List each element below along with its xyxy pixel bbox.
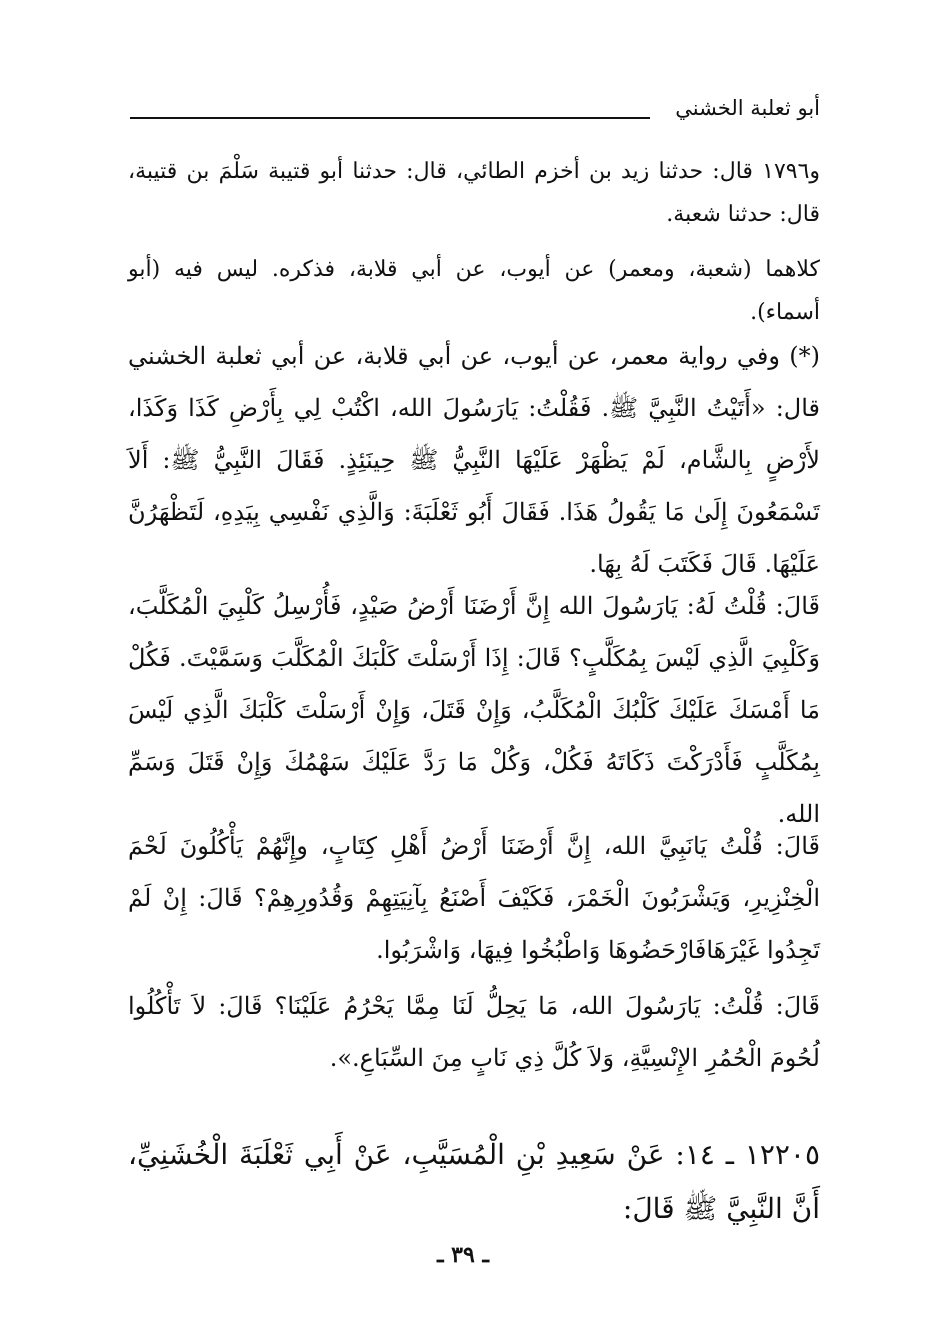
paragraph-note: كلاهما (شعبة، ومعمر) عن أيوب، عن أبي قلابة، فذكره. ليس فيه (أبو أسماء). <box>128 257 820 325</box>
running-header <box>130 92 820 132</box>
page-number: ـ ٣٩ ـ <box>437 1242 489 1268</box>
paragraph-hadith-2: قَالَ: قُلْتُ لَهُ: يَارَسُولَ الله إِنَّ أَرْضَنَا أَرْضُ صَيْدٍ، فَأُرْسِلُ كَلْبِيَ الْمُكَلَّبَ، وَكَلْبِيَ الَّذِي لَيْسَ بِمُكَلَّبٍ؟ قَالَ: إِذَا أَرْسَلْتَ كَلْبَكَ الْمُكَلَّبَ وَسَمَّيْتَ. فَكُلْ مَا أَمْسَكَ عَلَيْكَ كَلْبُكَ الْمُكَلَّبُ، وَإِنْ قَتَلَ، وَإِنْ أَرْسَلْتَ كَلْبَكَ الَّذِي لَيْسَ بِمُكَلَّبٍ فَأَدْرَكْتَ ذَكَاتَهُ فَكُلْ، وَكُلْ مَا رَدَّ عَلَيْكَ سَهْمُكَ وَإِنْ قَتَلَ وَسَمِّ الله. <box>128 592 821 828</box>
header-rule <box>130 117 650 119</box>
paragraph-hadith-heading: ١٢٢٠٥ ـ ١٤: عَنْ سَعِيدِ بْنِ الْمُسَيَّبِ، عَنْ أَبِي ثَعْلَبَةَ الْخُشَنِيِّ، أَنَّ النَّبِيَّ ﷺ قَالَ: <box>128 1138 820 1225</box>
header-title: أبو ثعلبة الخشني <box>675 96 820 120</box>
paragraph-hadith-3: قَالَ: قُلْتُ يَانَبِيَّ الله، إِنَّ أَرْضَنَا أَرْضُ أَهْلِ كِتَابٍ، وإِنَّهُمْ يَأْكُلُونَ لَحْمَ الْخِنْزِيرِ، وَيَشْرَبُونَ الْخَمْرَ، فَكَيْفَ أَصْنَعُ بِآنِيَتِهِمْ وَقُدُورِهِمْ؟ قَالَ: إِنْ لَمْ تَجِدُوا غَيْرَهَافَارْحَضُوهَا وَاطْبُخُوا فِيهَا، وَاشْرَبُوا. <box>128 832 820 964</box>
paragraph-isnad: و١٧٩٦ قال: حدثنا زيد بن أخزم الطائي، قال: حدثنا أبو قتيبة سَلْمَ بن قتيبة، قال: حدثنا شعبة. <box>128 159 821 227</box>
paragraph-hadith-4: قَالَ: قُلْتُ: يَارَسُولَ الله، مَا يَحِلُّ لَنَا مِمَّا يَحْرُمُ عَلَيْنَا؟ قَالَ: لاَ تَأْكُلُوا لُحُومَ الْحُمُرِ الإِنْسِيَّةِ، وَلاَ كُلَّ ذِي نَابٍ مِنَ السِّبَاعِ.». <box>128 992 820 1072</box>
paragraph-hadith-1: (*) وفي رواية معمر، عن أيوب، عن أبي قلابة، عن أبي ثعلبة الخشني قال: «أَتَيْتُ النَّبِيَّ ﷺ. فَقُلْتُ: يَارَسُولَ الله، اكْتُبْ لِي بِأَرْضِ كَذَا وَكَذَا، لأَرْضٍ بِالشَّام، لَمْ يَظْهَرْ عَلَيْهَا النَّبِيُّ ﷺ حِينَئِذٍ. فَقَالَ النَّبِيُّ ﷺ: أَلاَ تَسْمَعُونَ إِلَىٰ مَا يَقُولُ هَذَا. فَقَالَ أَبُو ثَعْلَبَةَ: وَالَّذِي نَفْسِي بِيَدِهِ، لَتَظْهَرُنَّ عَلَيْهَا. قَالَ فَكَتَبَ لَهُ بِهَا. <box>128 342 821 578</box>
